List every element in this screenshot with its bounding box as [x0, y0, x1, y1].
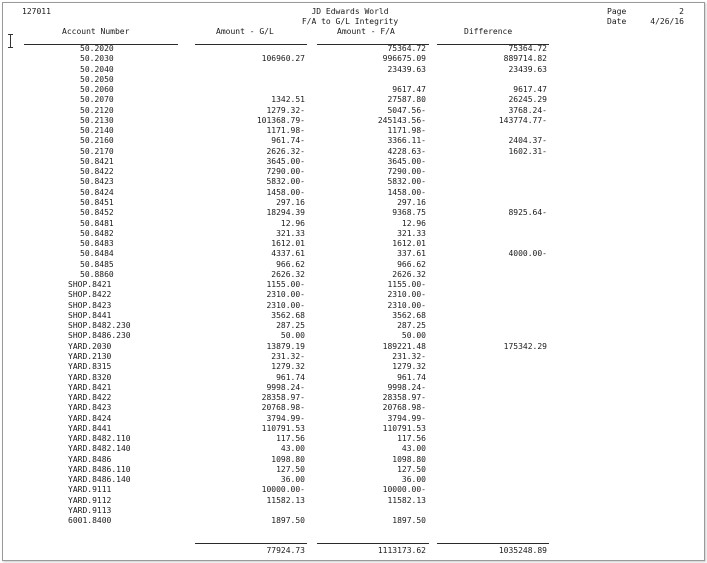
table-row: [0, 116, 707, 126]
table-row: [0, 106, 707, 116]
account-number-cell: 50.8860: [80, 269, 114, 279]
account-number-cell: 50.2170: [80, 146, 114, 156]
table-row: [0, 44, 707, 54]
account-number-cell: 50.2120: [80, 105, 114, 115]
table-row: [0, 147, 707, 157]
amount-gl-cell: 1612.01: [271, 239, 305, 249]
amount-fa-cell: 110791.53: [382, 423, 426, 433]
amount-fa-cell: 11582.13: [387, 495, 426, 505]
amount-fa-cell: 43.00: [401, 444, 426, 454]
amount-fa-cell: 1171.98-: [387, 126, 426, 136]
total-gl: 77924.73: [266, 546, 305, 555]
amount-gl-cell: 5832.00-: [266, 177, 305, 187]
amount-gl-cell: 101368.79-: [256, 115, 305, 125]
table-row: [0, 167, 707, 177]
account-number-cell: YARD.8486: [68, 454, 112, 464]
table-row: [0, 85, 707, 95]
amount-fa-cell: 1155.00-: [387, 280, 426, 290]
table-row: [0, 362, 707, 372]
amount-gl-cell: 13879.19: [266, 341, 305, 351]
table-row: [0, 506, 707, 516]
table-row: [0, 331, 707, 341]
account-number-cell: YARD.8486.140: [68, 475, 131, 485]
account-number-cell: 50.2050: [80, 74, 114, 84]
difference-cell: 26245.29: [508, 95, 547, 105]
amount-fa-cell: 9368.75: [392, 208, 426, 218]
account-number-cell: YARD.8423: [68, 403, 112, 413]
account-number-cell: YARD.8320: [68, 372, 112, 382]
amount-gl-cell: 231.32-: [271, 351, 305, 361]
account-number-cell: 50.8484: [80, 249, 114, 259]
amount-gl-cell: 110791.53: [261, 423, 305, 433]
amount-fa-cell: 9617.47: [392, 85, 426, 95]
table-row: [0, 424, 707, 434]
date-label: Date: [607, 17, 627, 26]
amount-fa-cell: 1612.01: [392, 239, 426, 249]
table-row: [0, 280, 707, 290]
account-number-cell: YARD.8482.110: [68, 434, 131, 444]
amount-gl-cell: 11582.13: [266, 495, 305, 505]
company-name: JD Edwards World: [311, 7, 389, 16]
amount-gl-cell: 1279.32-: [266, 105, 305, 115]
account-number-cell: 50.2140: [80, 126, 114, 136]
account-number-cell: YARD.8441: [68, 423, 112, 433]
amount-gl-cell: 106960.27: [261, 54, 305, 64]
amount-gl-cell: 28358.97-: [261, 393, 305, 403]
difference-cell: 889714.82: [503, 54, 547, 64]
amount-gl-cell: 18294.39: [266, 208, 305, 218]
amount-gl-cell: 10000.00-: [261, 485, 305, 495]
amount-gl-cell: 3794.99-: [266, 413, 305, 423]
amount-fa-cell: 1098.80: [392, 454, 426, 464]
table-row: [0, 516, 707, 526]
account-number-cell: YARD.9111: [68, 485, 112, 495]
amount-fa-cell: 1279.32: [392, 362, 426, 372]
amount-fa-cell: 1897.50: [392, 516, 426, 526]
amount-fa-cell: 127.50: [397, 464, 426, 474]
amount-fa-cell: 2310.00-: [387, 300, 426, 310]
table-row: [0, 260, 707, 270]
amount-fa-cell: 337.61: [397, 249, 426, 259]
account-number-cell: 50.8421: [80, 156, 114, 166]
table-row: [0, 414, 707, 424]
account-number-cell: SHOP.8421: [68, 280, 112, 290]
difference-cell: 23439.63: [508, 64, 547, 74]
amount-gl-cell: 961.74: [276, 372, 305, 382]
account-number-cell: 50.2130: [80, 115, 114, 125]
total-rule-diff: [437, 543, 549, 544]
amount-fa-cell: 3562.68: [392, 310, 426, 320]
table-row: [0, 311, 707, 321]
table-row: [0, 208, 707, 218]
table-row: [0, 219, 707, 229]
table-row: [0, 54, 707, 64]
amount-fa-cell: 287.25: [397, 321, 426, 331]
account-number-cell: 50.8483: [80, 239, 114, 249]
amount-gl-cell: 117.56: [276, 434, 305, 444]
amount-fa-cell: 245143.56-: [377, 115, 426, 125]
account-number-cell: 50.8424: [80, 187, 114, 197]
amount-gl-cell: 1458.00-: [266, 187, 305, 197]
page-label: Page: [607, 7, 627, 16]
account-number-cell: YARD.8482.140: [68, 444, 131, 454]
table-row: [0, 485, 707, 495]
account-number-cell: YARD.2130: [68, 351, 112, 361]
amount-fa-cell: 20768.98-: [382, 403, 426, 413]
difference-cell: 2404.37-: [508, 136, 547, 146]
account-number-cell: YARD.8315: [68, 362, 112, 372]
account-number-cell: SHOP.8423: [68, 300, 112, 310]
account-number-cell: 50.8422: [80, 167, 114, 177]
amount-fa-cell: 28358.97-: [382, 393, 426, 403]
report-rows: [0, 44, 707, 526]
table-row: [0, 475, 707, 485]
report-title: F/A to G/L Integrity: [301, 17, 399, 26]
amount-gl-cell: 20768.98-: [261, 403, 305, 413]
amount-fa-cell: 4228.63-: [387, 146, 426, 156]
table-row: [0, 75, 707, 85]
account-number-cell: 50.8485: [80, 259, 114, 269]
page-number: 2: [679, 7, 684, 16]
table-row: [0, 65, 707, 75]
amount-fa-cell: 3645.00-: [387, 156, 426, 166]
amount-fa-cell: 75364.72: [387, 44, 426, 53]
amount-fa-cell: 7290.00-: [387, 167, 426, 177]
table-row: [0, 177, 707, 187]
amount-gl-cell: 1897.50: [271, 516, 305, 526]
table-row: [0, 393, 707, 403]
account-number-cell: 50.2040: [80, 64, 114, 74]
table-row: [0, 229, 707, 239]
account-number-cell: 50.8482: [80, 228, 114, 238]
table-row: [0, 444, 707, 454]
column-header-diff: Difference: [464, 27, 513, 36]
table-row: [0, 434, 707, 444]
report-id: 127011: [22, 7, 51, 16]
amount-gl-cell: 1342.51: [271, 95, 305, 105]
amount-gl-cell: 1279.32: [271, 362, 305, 372]
amount-fa-cell: 3366.11-: [387, 136, 426, 146]
table-row: [0, 126, 707, 136]
account-number-cell: 50.8423: [80, 177, 114, 187]
account-number-cell: SHOP.8486.230: [68, 331, 131, 341]
column-header-fa: Amount - F/A: [337, 27, 395, 36]
table-row: [0, 465, 707, 475]
amount-fa-cell: 23439.63: [387, 64, 426, 74]
account-number-cell: 50.2060: [80, 85, 114, 95]
amount-fa-cell: 5832.00-: [387, 177, 426, 187]
difference-cell: 143774.77-: [498, 115, 547, 125]
amount-gl-cell: 1155.00-: [266, 280, 305, 290]
amount-gl-cell: 12.96: [280, 218, 305, 228]
table-row: [0, 136, 707, 146]
table-row: [0, 249, 707, 259]
table-row: [0, 455, 707, 465]
amount-fa-cell: 231.32-: [392, 351, 426, 361]
total-rule-fa: [317, 543, 429, 544]
difference-cell: 175342.29: [503, 341, 547, 351]
account-number-cell: 6001.8400: [68, 516, 112, 526]
table-row: [0, 301, 707, 311]
column-header-gl: Amount - G/L: [216, 27, 274, 36]
account-number-cell: YARD.8424: [68, 413, 112, 423]
amount-fa-cell: 2310.00-: [387, 290, 426, 300]
amount-gl-cell: 297.16: [276, 197, 305, 207]
table-row: [0, 157, 707, 167]
account-number-cell: YARD.8486.110: [68, 464, 131, 474]
account-number-cell: YARD.2030: [68, 341, 112, 351]
account-number-cell: YARD.9113: [68, 505, 112, 515]
amount-fa-cell: 50.00: [401, 331, 426, 341]
account-number-cell: SHOP.8482.230: [68, 321, 131, 331]
table-row: [0, 270, 707, 280]
amount-gl-cell: 287.25: [276, 321, 305, 331]
difference-cell: 8925.64-: [508, 208, 547, 218]
table-row: [0, 321, 707, 331]
table-row: [0, 290, 707, 300]
amount-gl-cell: 4337.61: [271, 249, 305, 259]
amount-gl-cell: 127.50: [276, 464, 305, 474]
difference-cell: 9617.47: [513, 85, 547, 95]
amount-gl-cell: 3645.00-: [266, 156, 305, 166]
amount-fa-cell: 12.96: [401, 218, 426, 228]
account-number-cell: 50.8481: [80, 218, 114, 228]
amount-gl-cell: 2310.00-: [266, 300, 305, 310]
date-value: 4/26/16: [650, 17, 684, 26]
amount-gl-cell: 966.62: [276, 259, 305, 269]
amount-gl-cell: 43.00: [280, 444, 305, 454]
amount-fa-cell: 189221.48: [382, 341, 426, 351]
total-fa: 1113173.62: [377, 546, 426, 555]
account-number-cell: 50.2070: [80, 95, 114, 105]
amount-fa-cell: 5047.56-: [387, 105, 426, 115]
amount-fa-cell: 117.56: [397, 434, 426, 444]
amount-fa-cell: 3794.99-: [387, 413, 426, 423]
amount-gl-cell: 36.00: [280, 475, 305, 485]
amount-fa-cell: 297.16: [397, 197, 426, 207]
amount-fa-cell: 9998.24-: [387, 382, 426, 392]
total-diff: 1035248.89: [498, 546, 547, 555]
account-number-cell: YARD.9112: [68, 495, 112, 505]
amount-fa-cell: 321.33: [397, 228, 426, 238]
amount-gl-cell: 2626.32: [271, 269, 305, 279]
amount-gl-cell: 3562.68: [271, 310, 305, 320]
amount-fa-cell: 2626.32: [392, 269, 426, 279]
amount-gl-cell: 321.33: [276, 228, 305, 238]
amount-fa-cell: 36.00: [401, 475, 426, 485]
total-rule-gl: [195, 543, 307, 544]
account-number-cell: 50.8452: [80, 208, 114, 218]
account-number-cell: 50.2160: [80, 136, 114, 146]
table-row: [0, 373, 707, 383]
amount-gl-cell: 2310.00-: [266, 290, 305, 300]
account-number-cell: SHOP.8422: [68, 290, 112, 300]
amount-gl-cell: 7290.00-: [266, 167, 305, 177]
account-number-cell: 50.2030: [80, 54, 114, 64]
difference-cell: 1602.31-: [508, 146, 547, 156]
amount-fa-cell: 996675.09: [382, 54, 426, 64]
difference-cell: 4000.00-: [508, 249, 547, 259]
amount-gl-cell: 1098.80: [271, 454, 305, 464]
account-number-cell: YARD.8422: [68, 393, 112, 403]
amount-gl-cell: 9998.24-: [266, 382, 305, 392]
account-number-cell: 50.8451: [80, 197, 114, 207]
difference-cell: 3768.24-: [508, 105, 547, 115]
table-row: [0, 403, 707, 413]
amount-gl-cell: 2626.32-: [266, 146, 305, 156]
amount-gl-cell: 961.74-: [271, 136, 305, 146]
column-header-account: Account Number: [62, 27, 130, 36]
amount-fa-cell: 966.62: [397, 259, 426, 269]
table-row: [0, 383, 707, 393]
account-number-cell: YARD.8421: [68, 382, 112, 392]
amount-fa-cell: 27587.80: [387, 95, 426, 105]
table-row: [0, 342, 707, 352]
table-row: [0, 95, 707, 105]
amount-fa-cell: 961.74: [397, 372, 426, 382]
amount-fa-cell: 10000.00-: [382, 485, 426, 495]
table-row: [0, 239, 707, 249]
account-number-cell: 50.2020: [80, 44, 114, 53]
table-row: [0, 198, 707, 208]
account-number-cell: SHOP.8441: [68, 310, 112, 320]
amount-gl-cell: 50.00: [280, 331, 305, 341]
difference-cell: 75364.72: [508, 44, 547, 53]
table-row: [0, 352, 707, 362]
table-row: [0, 496, 707, 506]
table-row: [0, 188, 707, 198]
amount-fa-cell: 1458.00-: [387, 187, 426, 197]
amount-gl-cell: 1171.98-: [266, 126, 305, 136]
